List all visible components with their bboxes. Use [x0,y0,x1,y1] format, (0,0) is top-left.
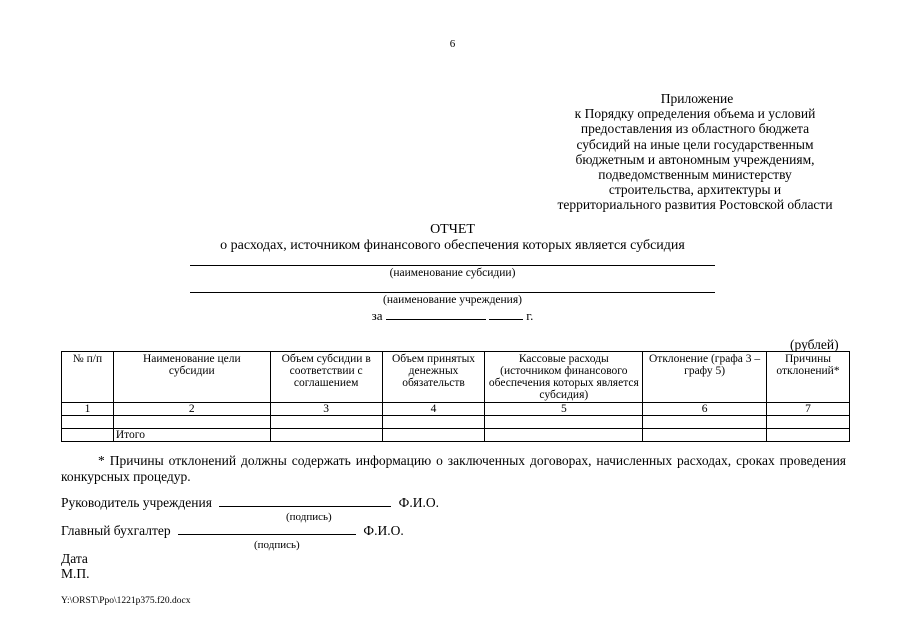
table-cell [62,416,114,429]
column-number: 5 [485,403,643,416]
report-subtitle: о расходах, источником финансового обеспечения которых является субсидия [220,238,685,253]
period-prefix: за [371,308,383,323]
period-blank-1 [386,319,486,320]
accountant-signature-line [178,534,356,535]
head-label: Руководитель учреждения [61,495,212,510]
appendix-line: строительства, архитектуры и [608,182,782,198]
column-number: 6 [643,403,767,416]
accountant-name: Ф.И.О. [363,523,404,538]
head-signature-row [61,495,439,511]
table-header-row [62,352,850,403]
accountant-signature-row [61,523,404,539]
head-signature-caption: (подпись) [286,511,332,523]
subsidy-name-line [190,265,715,266]
appendix-block [520,91,870,213]
table-cell [643,416,767,429]
head-name: Ф.И.О. [398,495,439,510]
table-cell [767,429,850,442]
table-cell [485,429,643,442]
header-cell: № п/п [62,352,114,403]
column-number: 4 [382,403,485,416]
footnote: * Причины отклонений должны содержать информацию о заключенных договорах, начисленных расходах, сроках проведения конкурсных процедур. [61,453,846,484]
header-cell: Наименование цели субсидии [113,352,270,403]
table-cell [643,429,767,442]
appendix-line: субсидий на иные цели государственным [576,136,814,152]
header-cell: Причины отклонений* [767,352,850,403]
institution-name-caption: (наименование учреждения) [383,294,522,306]
table-cell [382,429,485,442]
table-total-row [62,429,850,442]
appendix-line: Приложение [660,91,734,106]
date-label: Дата [61,551,88,566]
header-cell: Отклонение (графа 3 – графу 5) [643,352,767,403]
units-label: (рублей) [790,337,839,352]
appendix-line: подведомственным министерству [598,167,792,183]
stamp-label: М.П. [61,566,90,581]
header-cell: Объем субсидии в соответствии с соглашением [270,352,382,403]
table-cell [270,429,382,442]
column-number: 2 [113,403,270,416]
column-number: 1 [62,403,114,416]
page-number: 6 [449,38,456,50]
table-cell [62,429,114,442]
table-cell [485,416,643,429]
appendix-line: бюджетным и автономным учреждениям, [575,151,815,167]
total-label: Итого [113,429,270,442]
table-cell [767,416,850,429]
head-signature-line [219,506,391,507]
file-path: Y:\ORST\Ppo\1221p375.f20.docx [61,596,191,606]
period-blank-2 [489,319,523,320]
header-cell: Объем принятых денежных обязательств [382,352,485,403]
appendix-line: к Порядку определения объема и условий [574,106,816,122]
table-row [62,403,850,416]
table-cell [270,416,382,429]
appendix-line: территориального развития Ростовской области [557,197,833,213]
report-period [0,308,905,324]
subsidy-name-caption: (наименование субсидии) [389,267,516,279]
table-row [62,416,850,429]
institution-name-line [190,292,715,293]
column-number: 7 [767,403,850,416]
report-table [61,351,850,442]
header-cell: Кассовые расходы (источником финансового обеспечения которых является субсидия) [485,352,643,403]
period-suffix: г. [526,308,534,323]
column-number: 3 [270,403,382,416]
table-cell [382,416,485,429]
accountant-signature-caption: (подпись) [254,539,300,551]
table-cell [113,416,270,429]
report-title: ОТЧЕТ [430,222,475,237]
accountant-label: Главный бухгалтер [61,523,171,538]
appendix-line: предоставления из областного бюджета [580,121,810,137]
